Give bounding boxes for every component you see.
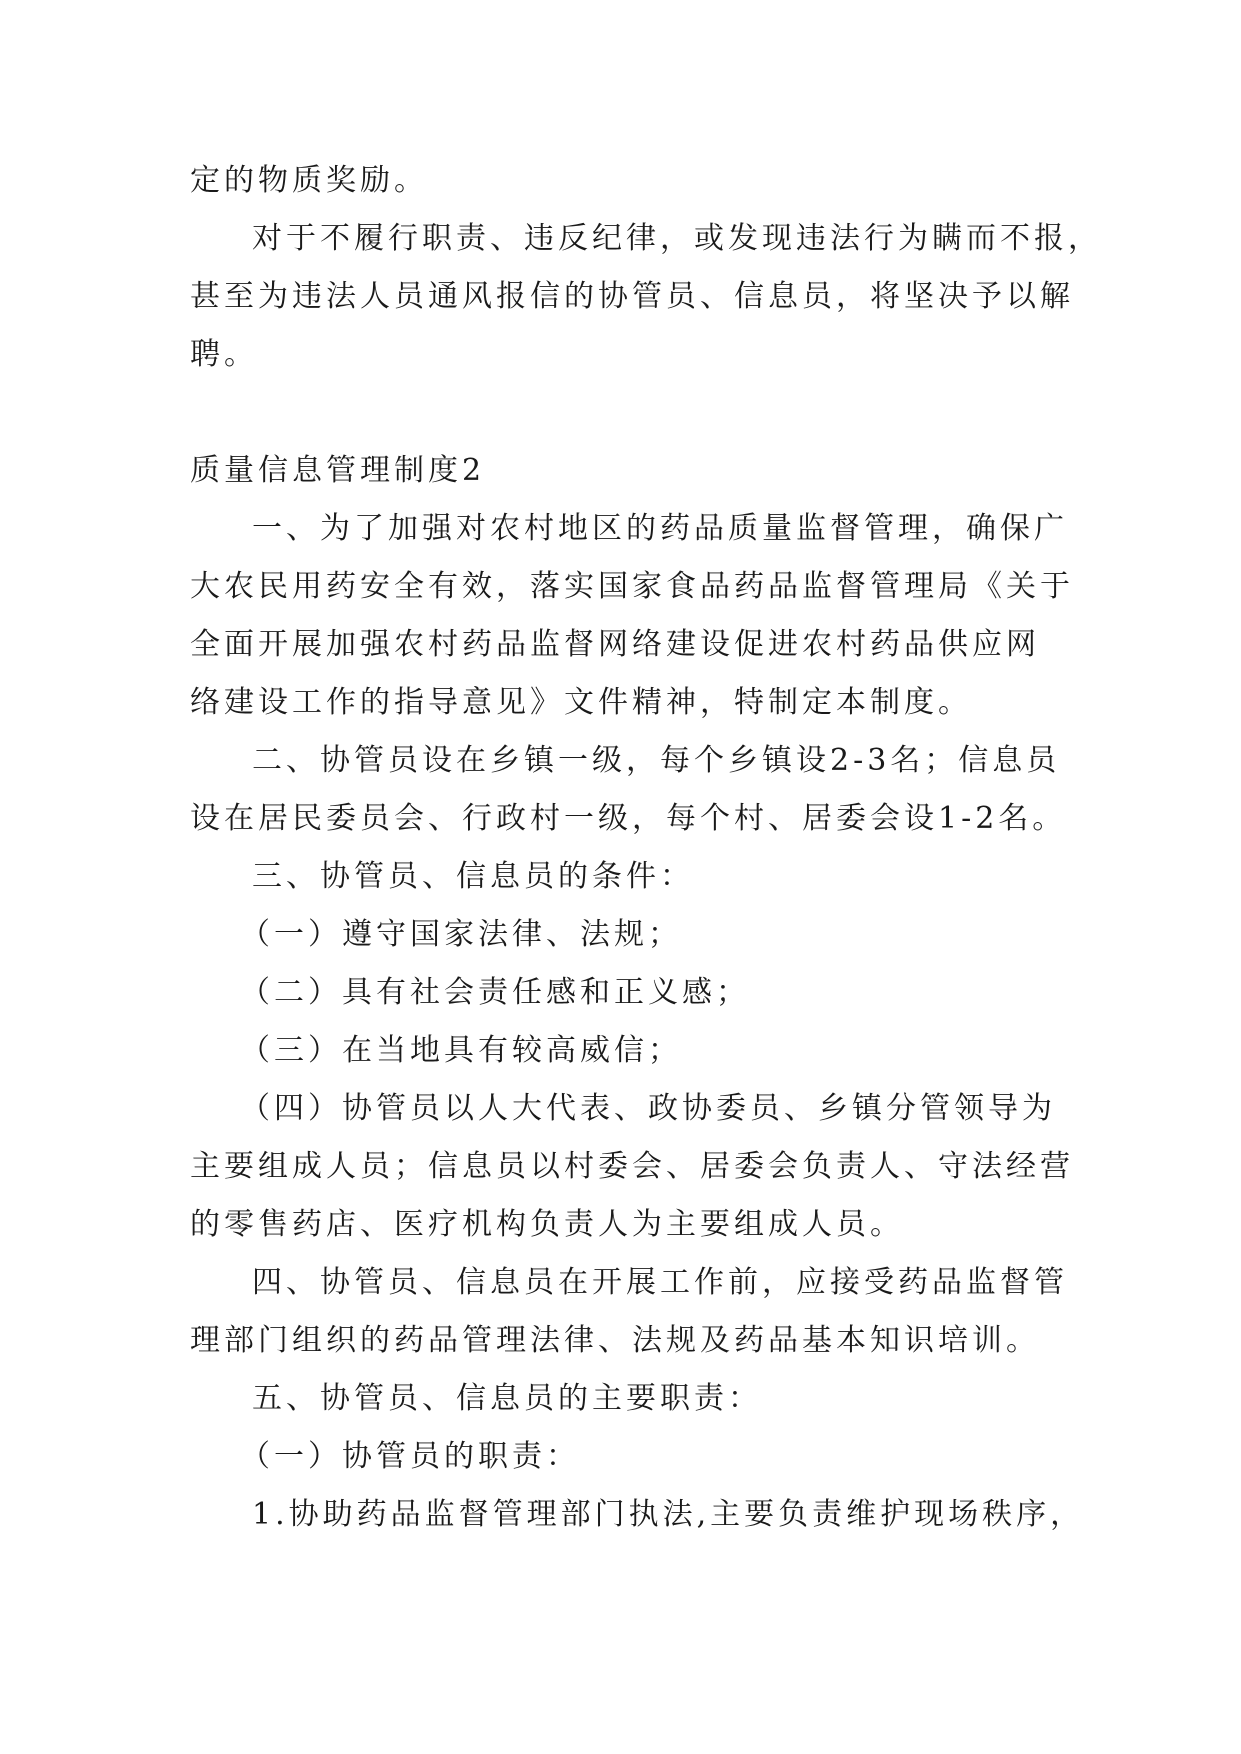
text-line: 一、为了加强对农村地区的药品质量监督管理，确保广 bbox=[252, 511, 1068, 546]
text-line: 二、协管员设在乡镇一级，每个乡镇设2-3名；信息员 bbox=[252, 743, 1061, 778]
text-line: 主要组成人员；信息员以村委会、居委会负责人、守法经营 bbox=[190, 1149, 1074, 1184]
text-line: （二）具有社会责任感和正义感； bbox=[240, 975, 750, 1010]
text-line: 理部门组织的药品管理法律、法规及药品基本知识培训。 bbox=[190, 1323, 1040, 1358]
text-line: 四、协管员、信息员在开展工作前，应接受药品监督管 bbox=[252, 1265, 1068, 1300]
text-line: 全面开展加强农村药品监督网络建设促进农村药品供应网 bbox=[190, 627, 1040, 662]
text-line: 对于不履行职责、违反纪律，或发现违法行为瞒而不报， bbox=[252, 221, 1102, 256]
text-line: 三、协管员、信息员的条件： bbox=[252, 859, 694, 894]
text-line: （四）协管员以人大代表、政协委员、乡镇分管领导为 bbox=[240, 1091, 1056, 1126]
text-line: 的零售药店、医疗机构负责人为主要组成人员。 bbox=[190, 1207, 904, 1242]
text-line: （一）协管员的职责： bbox=[240, 1439, 580, 1474]
text-line: 设在居民委员会、行政村一级，每个村、居委会设1-2名。 bbox=[190, 801, 1067, 836]
text-line: 络建设工作的指导意见》文件精神，特制定本制度。 bbox=[190, 685, 972, 720]
text-line: （一）遵守国家法律、法规； bbox=[240, 917, 682, 952]
text-line: 大农民用药安全有效，落实国家食品药品监督管理局《关于 bbox=[190, 569, 1074, 604]
text-line: （三）在当地具有较高威信； bbox=[240, 1033, 682, 1068]
text-line: 定的物质奖励。 bbox=[190, 163, 428, 198]
section-heading: 质量信息管理制度2 bbox=[190, 453, 486, 488]
text-line: 1.协助药品监督管理部门执法,主要负责维护现场秩序， bbox=[252, 1497, 1085, 1532]
text-line: 五、协管员、信息员的主要职责： bbox=[252, 1381, 762, 1416]
text-line: 甚至为违法人员通风报信的协管员、信息员，将坚决予以解 bbox=[190, 279, 1074, 314]
text-line: 聘。 bbox=[190, 337, 258, 372]
section-gap bbox=[190, 384, 1091, 442]
